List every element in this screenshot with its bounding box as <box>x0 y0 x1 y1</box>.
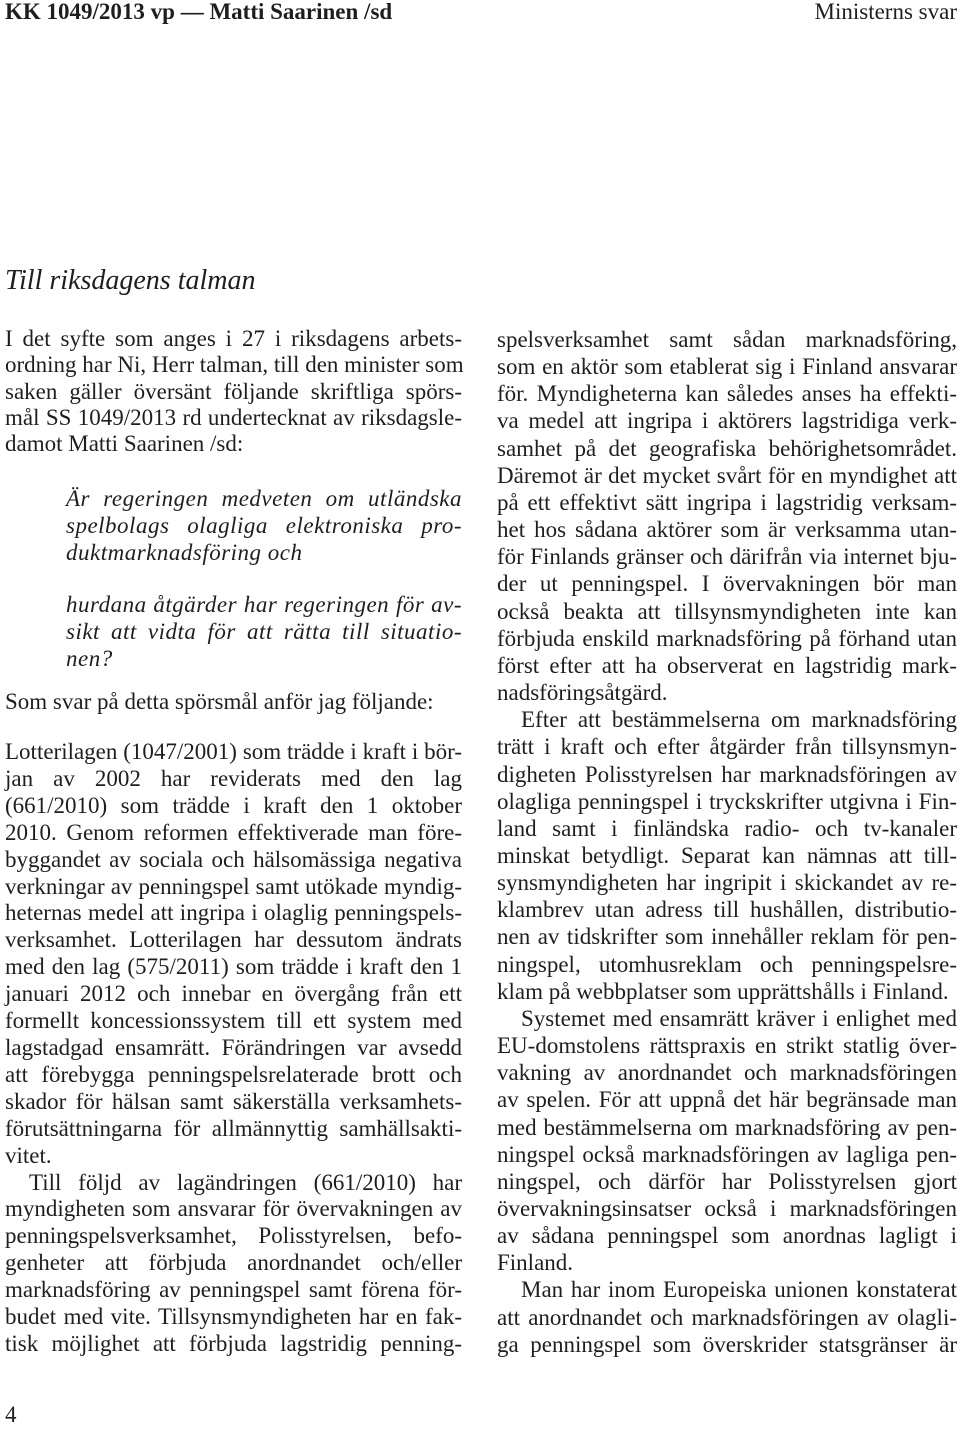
text-line: först efter att ha observerat en lagstridig mark- <box>497 652 957 678</box>
text-line: formellt koncessionssystem till ett system med <box>5 1008 462 1034</box>
text-line: 2010. Genom reformen effektiverade man före- <box>5 819 462 845</box>
text-line: I det syfte som anges i 27 i riksdagens arbets- <box>5 326 462 351</box>
text-line: der ut penningspel. I övervakningen bör man <box>497 571 957 597</box>
text-line: Man har inom Europeiska unionen konstaterat <box>521 1277 957 1303</box>
text-line: klambrev utan adress till hushållen, distributio- <box>497 897 957 923</box>
text-line: land samt i finländska radio- och tv-kanaler <box>497 815 957 841</box>
text-line: som en aktör som etablerat sig i Finland ansvarar <box>497 354 957 380</box>
text-line: spelbolags olagliga elektroniska pro- <box>66 513 462 538</box>
text-line: vitet. <box>5 1142 52 1168</box>
text-line: vakning av anordnandet och marknadsföringen <box>497 1060 957 1086</box>
text-line: Systemet med ensamrätt kräver i enlighet med <box>521 1005 957 1031</box>
text-line: trätt i kraft och efter åtgärder från tillsynsmyn- <box>497 734 957 760</box>
text-line: också beakta att tillsynsmyndigheten inte kan <box>497 598 957 624</box>
right-column-body <box>497 326 957 1358</box>
text-line: för Finlands gränser och därifrån via internet bju- <box>497 544 957 570</box>
page-title: Till riksdagens talman <box>5 265 256 296</box>
text-line: samhet på det geografiska behörighetsområdet. <box>497 435 957 461</box>
text-line: penningspelsverksamhet, Polisstyrelsen, befo- <box>5 1223 462 1249</box>
left-column-body <box>5 739 462 1358</box>
text-line: (661/2010) som trädde i kraft den 1 oktober <box>5 792 462 818</box>
text-line: nen av tidskrifter som innehåller reklam för pen- <box>497 924 957 950</box>
text-line: förutsättningarna för allmännyttig samhällsakti- <box>5 1115 462 1141</box>
paragraph <box>497 326 957 706</box>
text-line: verkningar av penningspel samt utökade myndig- <box>5 873 462 899</box>
text-line: tisk möjlighet att förbjuda lagstridig penning- <box>5 1330 462 1356</box>
text-line: nadsföringsåtgärd. <box>497 680 668 706</box>
text-line: att anordnandet och marknadsföringen av olagli- <box>497 1304 957 1330</box>
text-line: ningspel också marknadsföringen av lagliga pen- <box>497 1141 957 1167</box>
paragraph <box>497 706 957 1005</box>
text-line: budet med vite. Tillsynsmyndigheten har en fak- <box>5 1304 462 1330</box>
text-line: av spelen. För att uppnå det här begränsade man <box>497 1087 957 1113</box>
text-line: ga penningspel som överskrider statsgränser är <box>497 1331 957 1357</box>
question-quote-part-1 <box>66 485 462 566</box>
text-line: för. Myndigheterna kan således anses ha effekti- <box>497 381 957 407</box>
text-line: myndigheten som ansvarar för övervakningen av <box>5 1196 462 1222</box>
text-line: Finland. <box>497 1250 574 1276</box>
answer-lead <box>5 688 462 715</box>
text-line: med den lag (575/2011) som trädde i kraft den 1 <box>5 954 462 980</box>
text-line: lagstadgad ensamrätt. Förändringen var avsedd <box>5 1034 462 1060</box>
text-line: klam på webbplatser som upprättshålls i Finland. <box>497 978 949 1004</box>
question-quote-part-2 <box>66 591 462 672</box>
text-line: Däremot är det mycket svårt för en myndighet att <box>497 462 957 488</box>
text-line: förbjuda enskild marknadsföring på förhand utan <box>497 625 957 651</box>
text-line: Som svar på detta spörsmål anför jag följande: <box>5 689 434 714</box>
text-line: Till följd av lagändringen (661/2010) har <box>29 1169 462 1195</box>
paragraph <box>497 1005 957 1277</box>
text-line: Är regeringen medveten om utländska <box>66 486 462 511</box>
text-line: byggandet av sociala och hälsomässiga negativa <box>5 846 462 872</box>
text-line: att förebygga penningspelsrelaterade brott och <box>5 1061 462 1087</box>
paragraph <box>5 1170 462 1358</box>
text-line: verksamhet. Lotterilagen har dessutom ändrats <box>5 927 462 953</box>
text-line: heternas medel att ingripa i olaglig penningspels- <box>5 900 462 926</box>
text-line: het hos sådana aktörer som är verksamma utan- <box>497 517 957 543</box>
text-line: spelsverksamhet samt sådan marknadsföring, <box>497 327 957 352</box>
text-line: mål SS 1049/2013 rd undertecknat av riksdagsle- <box>5 404 462 430</box>
text-line: ningspel, och därför har Polisstyrelsen gjort <box>497 1168 957 1194</box>
text-line: EU-domstolens rättspraxis en strikt statlig över- <box>497 1033 957 1059</box>
intro-paragraph <box>5 326 462 457</box>
text-line: av sådana penningspel som anordnas lagligt i <box>497 1223 957 1249</box>
text-line: minskat betydligt. Separat kan nämnas att till- <box>497 842 957 868</box>
text-line: synsmyndigheten har ingripit i skickandet av re- <box>497 870 957 896</box>
text-line: damot Matti Saarinen /sd: <box>5 431 244 457</box>
text-line: ningspel, utomhusreklam och penningspelsre- <box>497 951 957 977</box>
paragraph <box>497 1276 957 1357</box>
text-line: marknadsföring av penningspel samt förena för- <box>5 1277 462 1303</box>
document-id-header: KK 1049/2013 vp — Matti Saarinen /sd <box>5 0 393 24</box>
text-line: Lotterilagen (1047/2001) som trädde i kraft i bör- <box>5 739 462 764</box>
text-line: duktmarknadsföring och <box>66 540 303 565</box>
text-line: genheter att förbjuda anordnandet och/eller <box>5 1250 462 1276</box>
text-line: olagliga penningspel i tryckskrifter utgivna i Fin- <box>497 788 957 814</box>
page-number: 4 <box>5 1402 17 1427</box>
text-line: övervakningsinsatser också i marknadsföringen <box>497 1196 957 1221</box>
section-header: Ministerns svar <box>814 0 957 24</box>
text-line: va medel att ingripa i aktörers lagstridiga verk- <box>497 408 957 434</box>
text-line: ordning har Ni, Herr talman, till den minister som <box>5 352 464 378</box>
text-line: med bestämmelserna om marknadsföring av pen- <box>497 1114 957 1140</box>
text-line: digheten Polisstyrelsen har marknadsföringen av <box>497 761 957 787</box>
text-line: på ett effektivt sätt ingripa i lagstridig verksam- <box>497 489 957 515</box>
text-line: januari 2012 och innebar en övergång från ett <box>5 981 462 1007</box>
text-line: jan av 2002 har reviderats med den lag <box>5 765 462 791</box>
text-line: nen? <box>66 646 113 671</box>
text-line: skador för hälsan samt säkerställa verksamhets- <box>5 1088 462 1114</box>
text-line: sikt att vidta för att rätta till situatio- <box>66 619 462 644</box>
text-line: hurdana åtgärder har regeringen för av- <box>66 592 462 617</box>
text-line: saken gäller översänt följande skriftliga spörs- <box>5 378 462 404</box>
text-line: Efter att bestämmelserna om marknadsföring <box>521 707 957 733</box>
paragraph <box>5 739 462 1170</box>
